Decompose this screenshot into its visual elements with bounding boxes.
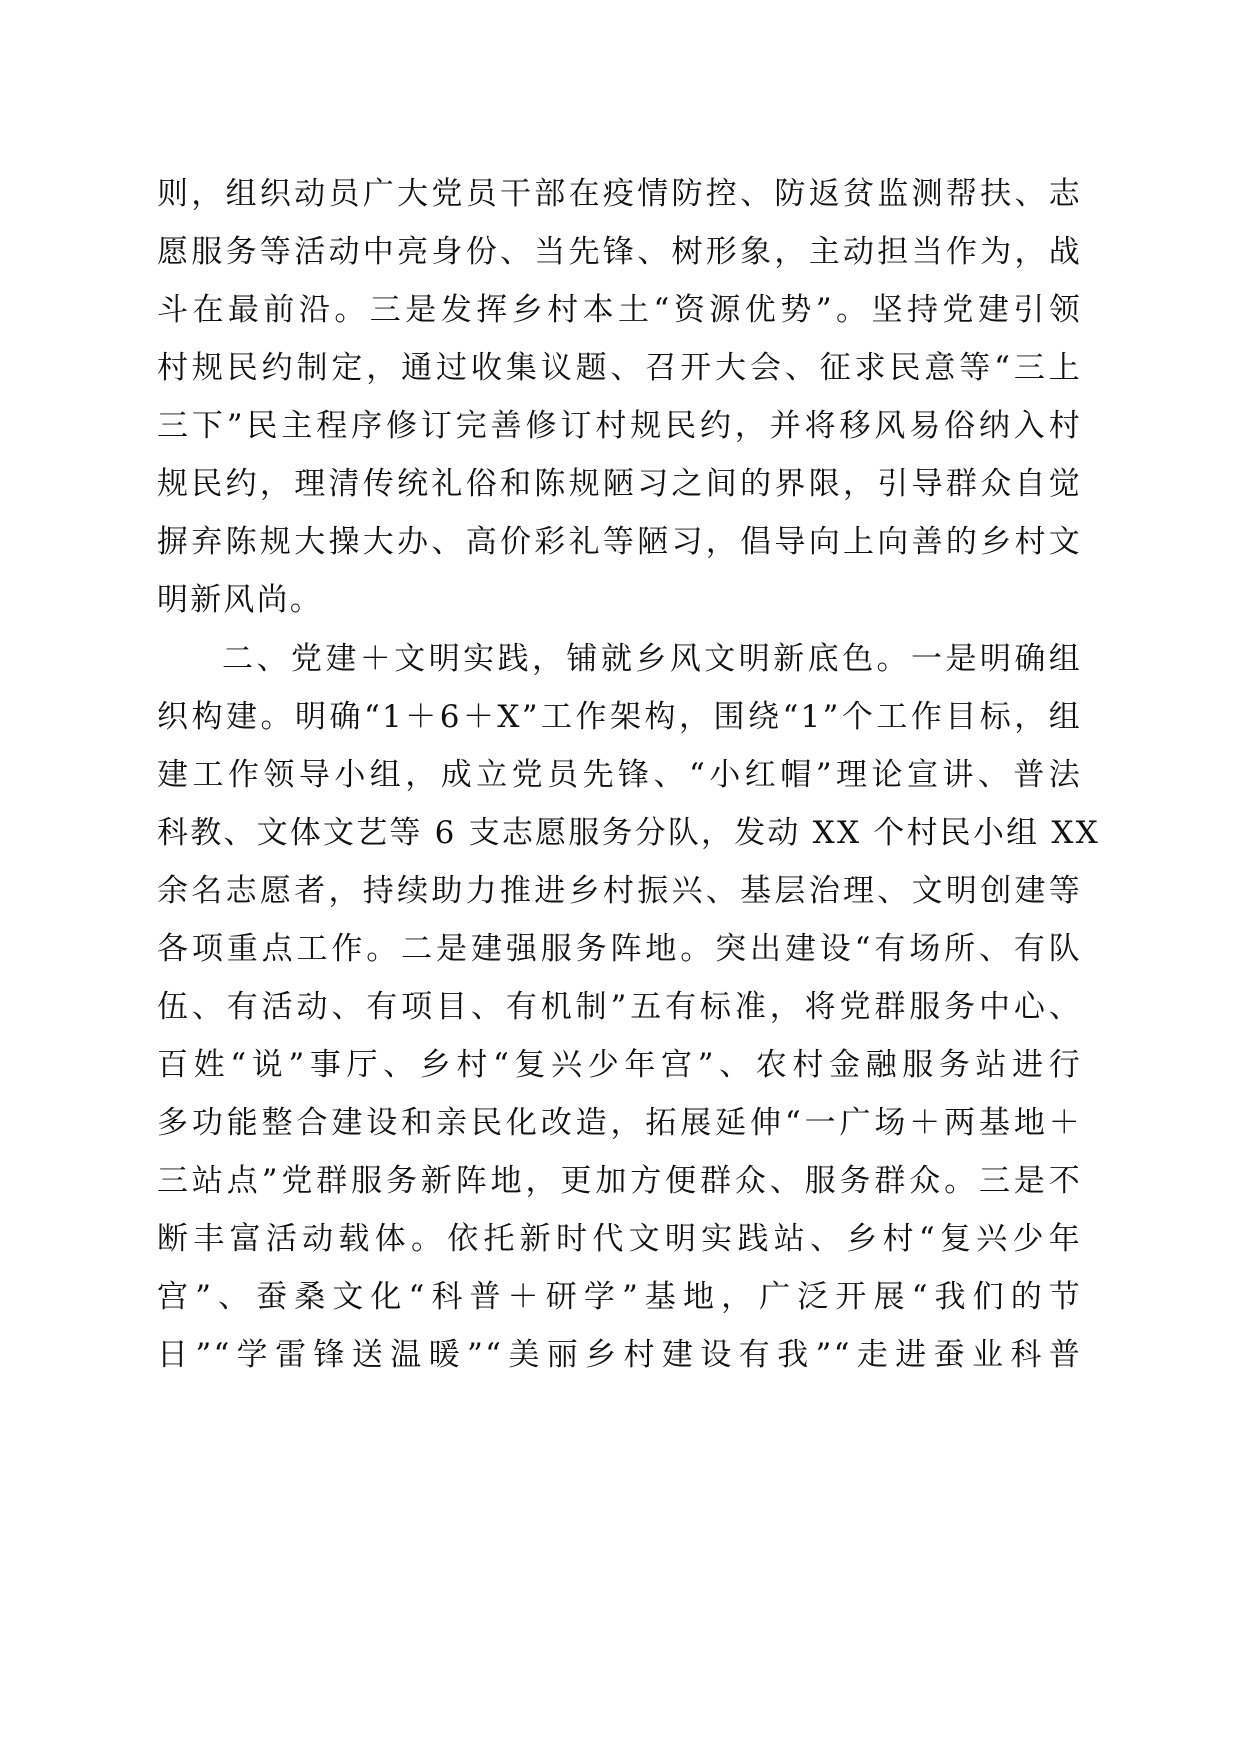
paragraph-2-line-5: 余名志愿者，持续助力推进乡村振兴、基层治理、文明创建等 bbox=[157, 873, 1082, 909]
paragraph-1-line-3: 斗在最前沿。三是发挥乡村本土“资源优势”。坚持党建引领 bbox=[157, 292, 1082, 328]
paragraph-1-line-6: 规民约，理清传统礼俗和陈规陋习之间的界限，引导群众自觉 bbox=[157, 466, 1082, 502]
paragraph-1-line-5: 三下”民主程序修订完善修订村规民约，并将移风易俗纳入村 bbox=[157, 408, 1082, 444]
paragraph-2-line-11: 断丰富活动载体。依托新时代文明实践站、乡村“复兴少年 bbox=[157, 1221, 1082, 1257]
paragraph-2-line-13: 日”“学雷锋送温暖”“美丽乡村建设有我”“走进蚕业科普 bbox=[157, 1337, 1082, 1373]
paragraph-2-line-4: 科教、文体文艺等 6 支志愿服务分队，发动 XX 个村民小组 XX bbox=[157, 815, 1100, 851]
paragraph-2-line-10: 三站点”党群服务新阵地，更加方便群众、服务群众。三是不 bbox=[157, 1163, 1082, 1199]
paragraph-1-line-8: 明新风尚。 bbox=[157, 582, 323, 618]
paragraph-2-line-7: 伍、有活动、有项目、有机制”五有标准，将党群服务中心、 bbox=[157, 989, 1082, 1025]
paragraph-1-line-4: 村规民约制定，通过收集议题、召开大会、征求民意等“三上 bbox=[157, 350, 1082, 386]
paragraph-1-line-2: 愿服务等活动中亮身份、当先锋、树形象，主动担当作为，战 bbox=[157, 234, 1082, 270]
paragraph-2-line-9: 多功能整合建设和亲民化改造，拓展延伸“一广场＋两基地＋ bbox=[157, 1105, 1082, 1141]
paragraph-2-line-1: 二、党建＋文明实践，铺就乡风文明新底色。一是明确组 bbox=[222, 641, 1082, 677]
paragraph-2-line-8: 百姓“说”事厅、乡村“复兴少年宫”、农村金融服务站进行 bbox=[157, 1047, 1082, 1083]
paragraph-2-line-6: 各项重点工作。二是建强服务阵地。突出建设“有场所、有队 bbox=[157, 931, 1082, 967]
paragraph-2-line-3: 建工作领导小组，成立党员先锋、“小红帽”理论宣讲、普法 bbox=[157, 757, 1082, 793]
paragraph-1-line-7: 摒弃陈规大操大办、高价彩礼等陋习，倡导向上向善的乡村文 bbox=[157, 524, 1082, 560]
paragraph-2-line-2: 织构建。明确“1＋6＋X”工作架构，围绕“1”个工作目标，组 bbox=[157, 699, 1082, 735]
paragraph-2-line-12: 宫”、蚕桑文化“科普＋研学”基地，广泛开展“我们的节 bbox=[157, 1279, 1082, 1315]
paragraph-1-line-1: 则，组织动员广大党员干部在疫情防控、防返贫监测帮扶、志 bbox=[157, 176, 1082, 212]
